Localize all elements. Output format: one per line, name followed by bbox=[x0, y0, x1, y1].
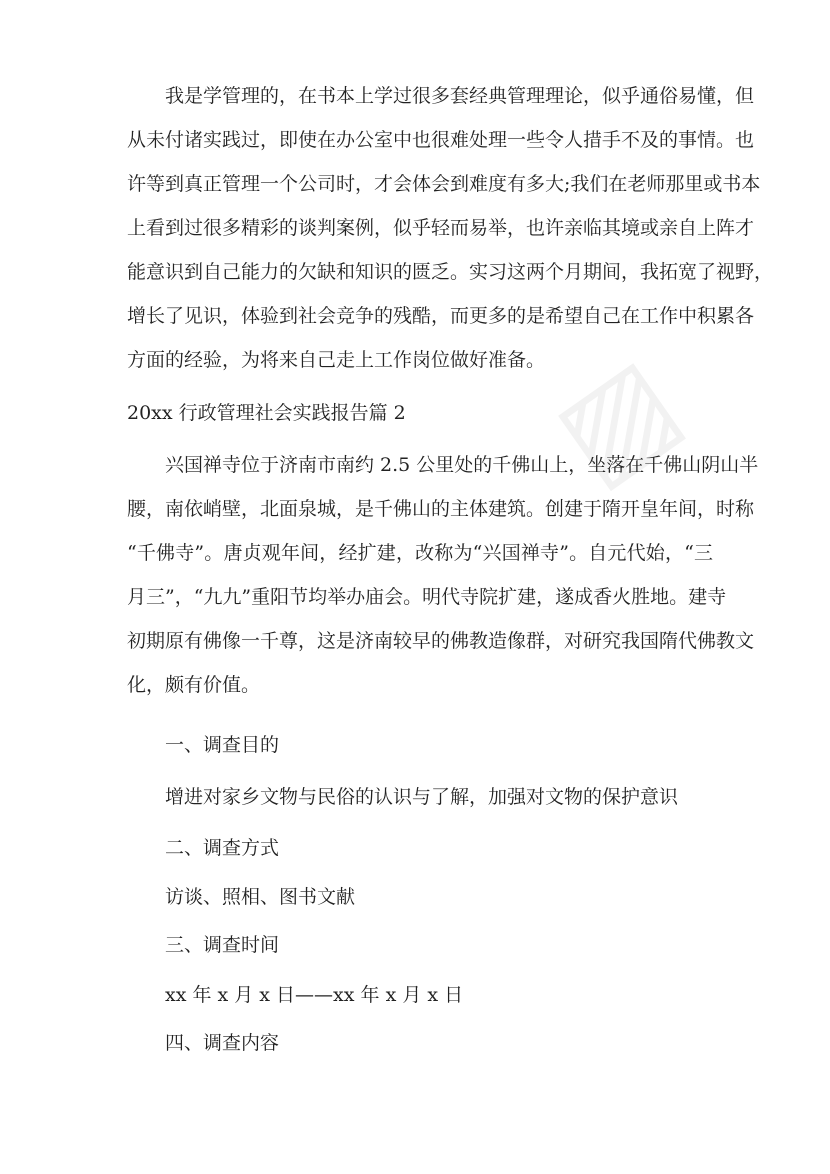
section-text-time: xx 年 x 月 x 日——xx 年 x 月 x 日 bbox=[165, 984, 464, 1006]
text-line: “千佛寺”。唐贞观年间，经扩建，改称为“兴国禅寺”。自元代始，“三 bbox=[127, 542, 713, 564]
text-line: 化，颇有价值。 bbox=[127, 674, 261, 696]
text-line: 我是学管理的，在书本上学过很多套经典管理理论，似乎通俗易懂，但 bbox=[165, 85, 755, 107]
text-line: 上看到过很多精彩的谈判案例，似乎轻而易举，也许亲临其境或亲自上阵才 bbox=[127, 217, 755, 239]
text-line: 能意识到自己能力的欠缺和知识的匮乏。实习这两个月期间，我拓宽了视野， bbox=[127, 261, 774, 283]
text-line: 许等到真正管理一个公司时，才会体会到难度有多大;我们在老师那里或书本 bbox=[127, 173, 761, 195]
section-text-purpose: 增进对家乡文物与民俗的认识与了解，加强对文物的保护意识 bbox=[165, 786, 679, 808]
section-title-method: 二、调查方式 bbox=[165, 837, 280, 859]
section-title-time: 三、调查时间 bbox=[165, 934, 280, 956]
text-line: 兴国禅寺位于济南市南约 2.5 公里处的千佛山上，坐落在千佛山阴山半 bbox=[165, 454, 759, 476]
text-line: 月三”，“九九”重阳节均举办庙会。明代寺院扩建，遂成香火胜地。建寺 bbox=[127, 586, 727, 608]
section-title-purpose: 一、调查目的 bbox=[165, 734, 280, 756]
section-title-content: 四、调查内容 bbox=[165, 1032, 280, 1054]
text-line: 方面的经验，为将来自己走上工作岗位做好准备。 bbox=[127, 349, 546, 371]
text-line: 从未付诸实践过，即使在办公室中也很难处理一些令人措手不及的事情。也 bbox=[127, 129, 755, 151]
watermark: ▨ bbox=[530, 330, 704, 509]
section-heading: 20xx 行政管理社会实践报告篇 2 bbox=[127, 402, 406, 424]
text-line: 增长了见识，体验到社会竞争的残酷，而更多的是希望自己在工作中积累各 bbox=[127, 305, 755, 327]
text-line: 初期原有佛像一千尊，这是济南较早的佛教造像群，对研究我国隋代佛教文 bbox=[127, 630, 755, 652]
section-text-method: 访谈、照相、图书文献 bbox=[165, 886, 356, 908]
text-line: 腰，南依峭壁，北面泉城，是千佛山的主体建筑。创建于隋开皇年间，时称 bbox=[127, 498, 755, 520]
